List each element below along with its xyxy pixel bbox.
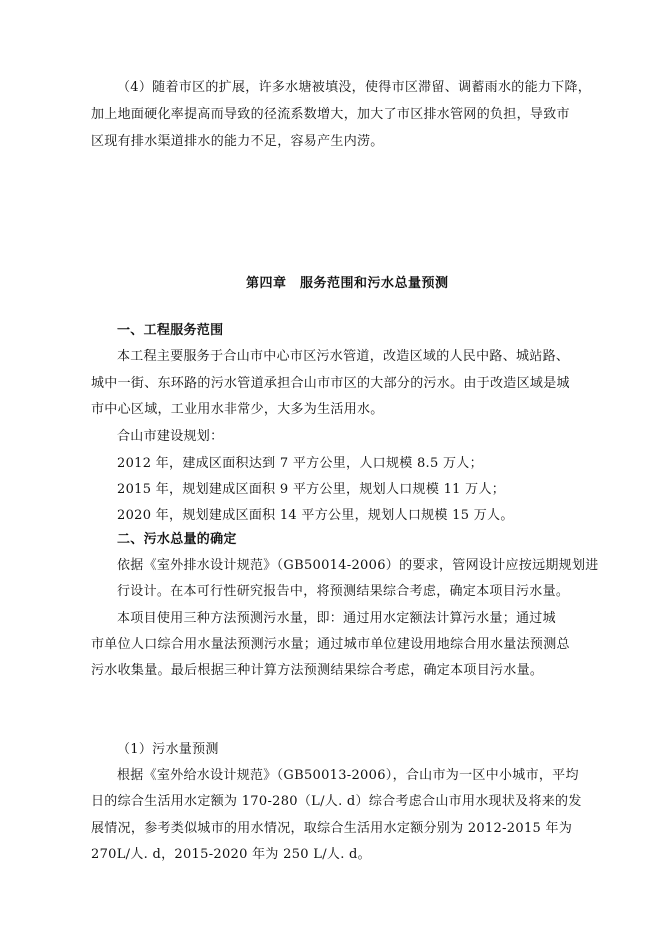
subsection-para-line-2: 日的综合生活用水定额为 170-280（L/人. d）综合考虑合山市用水现状及将来的发 (91, 794, 582, 809)
section1-para-line-3: 市中心区域，工业用水非常少，大多为生活用水。 (91, 402, 384, 417)
chapter-title: 第四章 服务范围和污水总量预测 (246, 276, 449, 291)
section2-para1-line-1: 依据《室外排水设计规范》（GB50014-2006）的要求，管网设计应按远期规划进 (117, 558, 599, 573)
intro-line-1: （4）随着市区的扩展，许多水塘被填没，使得市区滞留、调蓄雨水的能力下降， (117, 80, 592, 95)
section1-para-line-2: 城中一街、东环路的污水管道承担合山市市区的大部分的污水。由于改造区域是城 (91, 376, 570, 391)
plan-item-2015: 2015 年，规划建成区面积 9 平方公里，规划人口规模 11 万人； (117, 482, 506, 497)
plan-item-2020: 2020 年，规划建成区面积 14 平方公里，规划人口规模 15 万人。 (117, 508, 514, 523)
plan-item-2012: 2012 年，建成区面积达到 7 平方公里，人口规模 8.5 万人； (117, 456, 483, 471)
subsection-para-line-4: 270L/人. d，2015-2020 年为 250 L/人. d。 (91, 847, 371, 862)
plan-label: 合山市建设规划： (117, 429, 224, 444)
section-heading-service-scope: 一、工程服务范围 (117, 323, 224, 338)
section2-para2-line-3: 污水收集量。最后根据三种计算方法预测结果综合考虑，确定本项目污水量。 (91, 663, 544, 678)
section1-para-line-1: 本工程主要服务于合山市中心市区污水管道，改造区域的人民中路、城站路、 (117, 349, 570, 364)
intro-line-3: 区现有排水渠道排水的能力不足，容易产生内涝。 (91, 134, 384, 149)
section-heading-sewage-total: 二、污水总量的确定 (117, 532, 237, 547)
section2-para1-line-2: 行设计。在本可行性研究报告中，将预测结果综合考虑，确定本项目污水量。 (117, 584, 570, 599)
subsection-para-line-1: 根据《室外给水设计规范》（GB50013-2006），合山市为一区中小城市，平均 (117, 768, 579, 783)
section2-para2-line-1: 本项目使用三种方法预测污水量，即：通过用水定额法计算污水量；通过城 (117, 611, 556, 626)
subsection-heading-sewage-forecast: （1）污水量预测 (117, 742, 219, 757)
section2-para2-line-2: 市单位人口综合用水量法预测污水量；通过城市单位建设用地综合用水量法预测总 (91, 637, 570, 652)
intro-line-2: 加上地面硬化率提高而导致的径流系数增大，加大了市区排水管网的负担，导致市 (91, 107, 570, 122)
subsection-para-line-3: 展情况，参考类似城市的用水情况，取综合生活用水定额分别为 2012-2015 年为 (91, 821, 573, 836)
